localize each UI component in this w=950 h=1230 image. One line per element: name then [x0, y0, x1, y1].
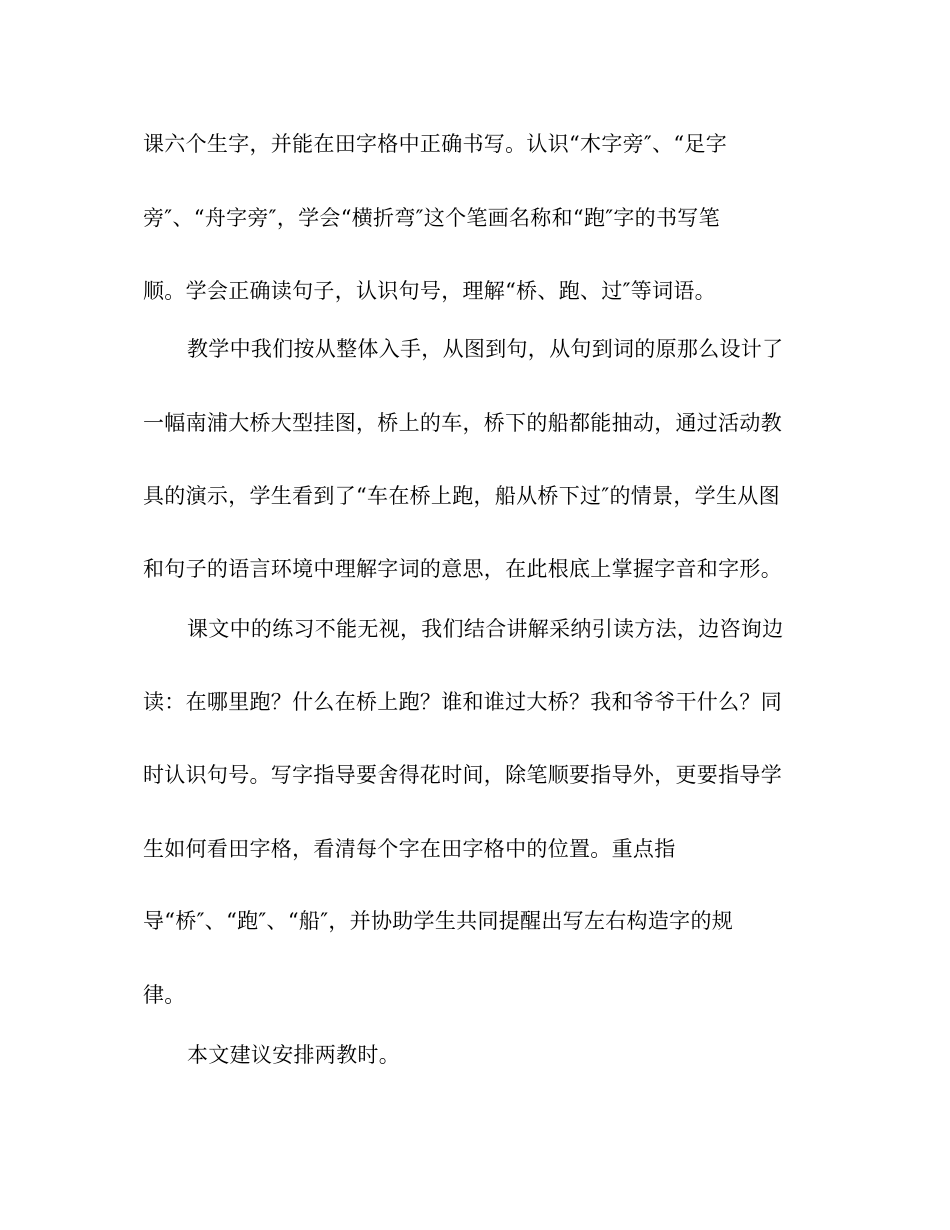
paragraph-3-line-5: 导“桥″、“跑″、“船″，并协助学生共同提醒出写左右构造字的规: [143, 909, 734, 933]
paragraph-2-line-3: 具的演示，学生看到了“车在桥上跑，船从桥下过″的情景，学生从图: [143, 484, 780, 508]
text-line-2: 旁″、“舟字旁″，学会“横折弯″这个笔画名称和“跑″字的书写笔: [143, 206, 720, 230]
paragraph-3-line-3: 时认识句号。写字指导要舍得花时间，除笔顺要指导外，更要指导学: [143, 763, 782, 787]
paragraph-3-line-4: 生如何看田字格，看清每个字在田字格中的位置。重点指: [143, 837, 676, 861]
text-line-1: 课六个生字，并能在田字格中正确书写。认识“木字旁″、“足字: [143, 132, 728, 156]
paragraph-3-line-1: 课文中的练习不能无视，我们结合讲解采纳引读方法，边咨询边: [187, 617, 784, 641]
text-line-3: 顺。学会正确读句子，认识句号，理解“桥、跑、过″等词语。: [143, 279, 716, 303]
paragraph-2-line-2: 一幅南浦大桥大型挂图，桥上的车，桥下的船都能抽动，通过活动教: [143, 411, 782, 435]
paragraph-2-line-4: 和句子的语言环境中理解字词的意思，在此根底上掌握字音和字形。: [143, 557, 782, 581]
paragraph-2-line-1: 教学中我们按从整体入手，从图到句，从句到词的原那么设计了: [187, 337, 784, 361]
paragraph-3-line-6: 律。: [143, 983, 186, 1007]
paragraph-4-line-1: 本文建议安排两教时。: [187, 1043, 400, 1067]
paragraph-3-line-2: 读：在哪里跑？什么在桥上跑？谁和谁过大桥？我和爷爷干什么？同: [143, 690, 782, 714]
